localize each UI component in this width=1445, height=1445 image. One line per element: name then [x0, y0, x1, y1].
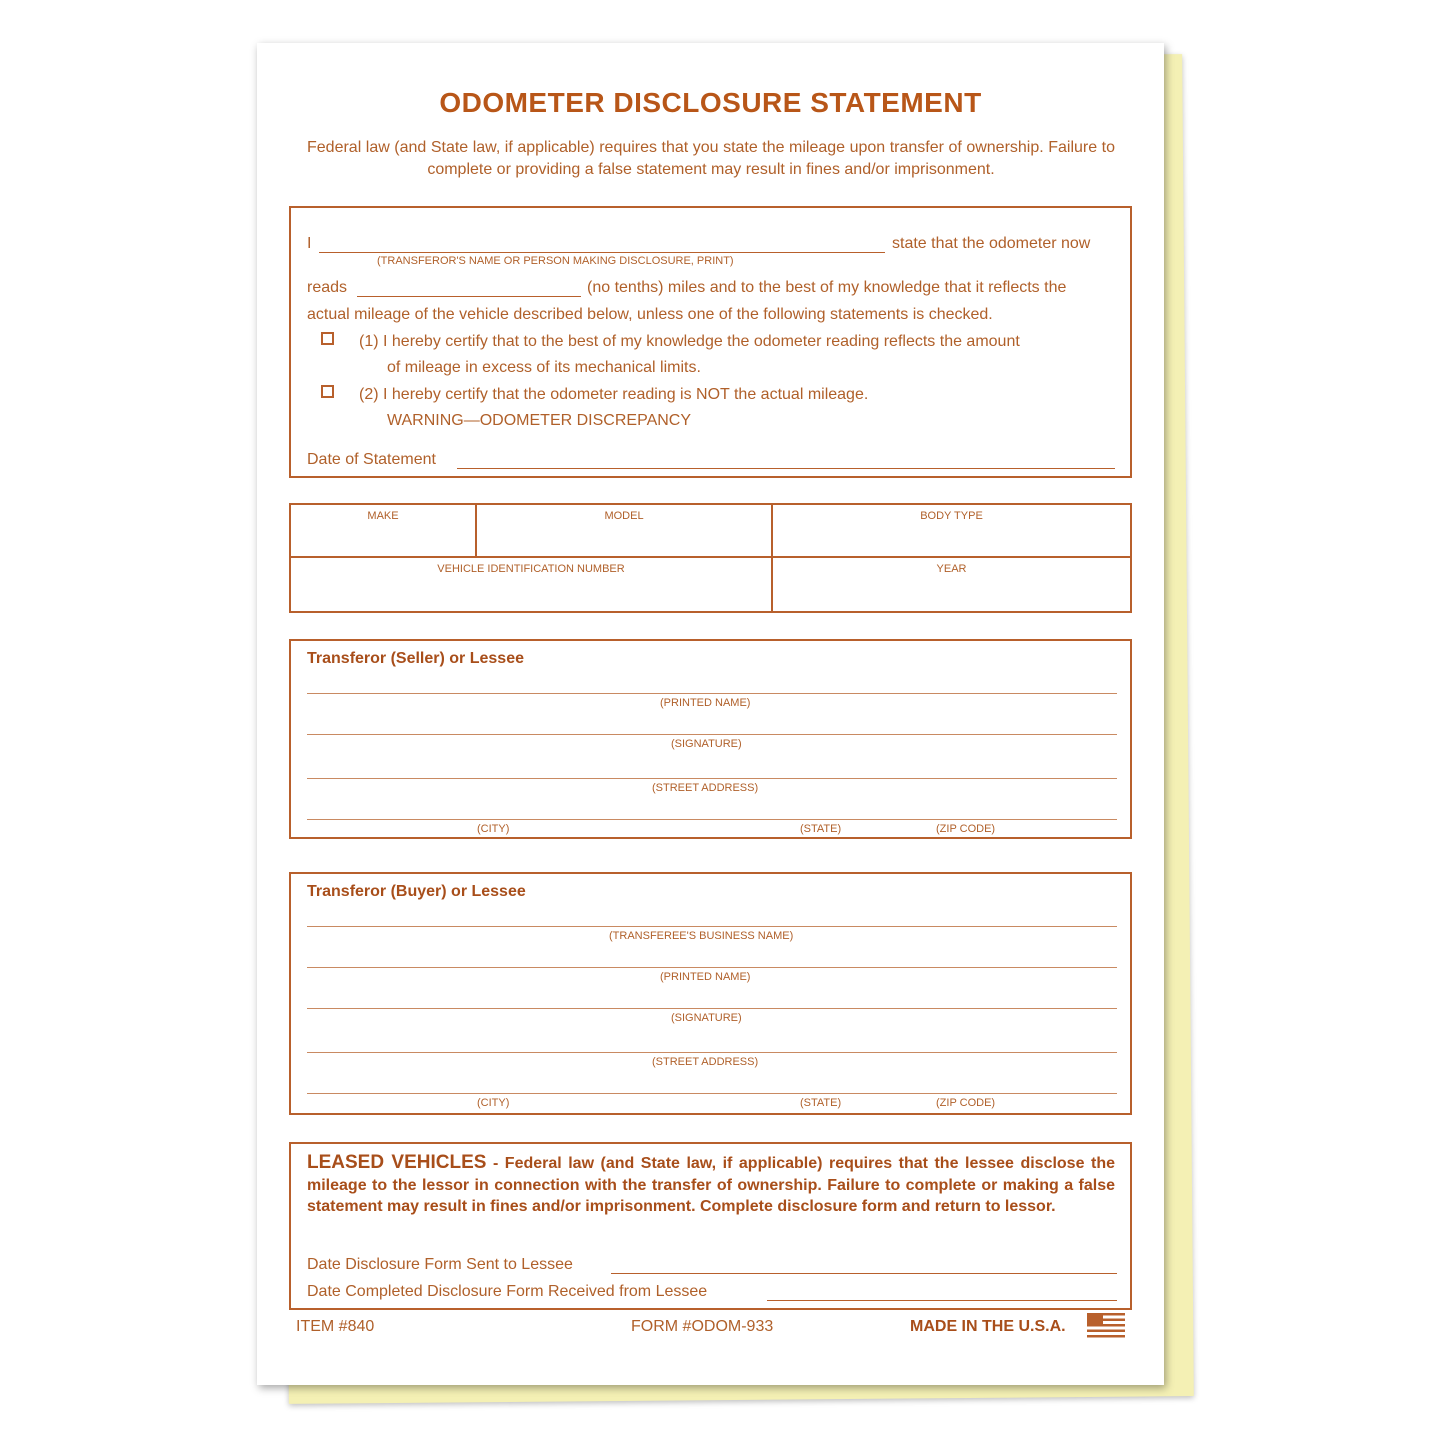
year-cell[interactable] [773, 558, 1130, 611]
date-sent-label: Date Disclosure Form Sent to Lessee [307, 1256, 573, 1273]
leased-vehicles-text [307, 1152, 1115, 1218]
checkbox-mechanical-limits[interactable] [321, 332, 334, 345]
buyer-zip-caption: (ZIP CODE) [936, 1097, 996, 1109]
leased-vehicles-box [289, 1142, 1132, 1310]
date-of-statement-label: Date of Statement [307, 451, 436, 468]
form-sheet [257, 43, 1164, 1385]
body-type-cell[interactable] [773, 505, 1130, 558]
seller-street-field[interactable] [307, 778, 1117, 779]
form-title: ODOMETER DISCLOSURE STATEMENT [439, 87, 982, 118]
seller-printed-name-field[interactable] [307, 693, 1117, 694]
model-cell[interactable] [477, 505, 773, 558]
make-caption: MAKE [367, 510, 399, 522]
state-odometer-text: state that the odometer now [892, 235, 1091, 252]
seller-heading: Transferor (Seller) or Lessee [307, 650, 524, 667]
date-received-field[interactable] [767, 1300, 1117, 1301]
buyer-signature-field[interactable] [307, 1008, 1117, 1009]
buyer-printed-name-caption: (PRINTED NAME) [660, 971, 751, 983]
buyer-state-caption: (STATE) [800, 1097, 842, 1109]
checkbox-not-actual-mileage[interactable] [321, 385, 334, 398]
buyer-business-name-field[interactable] [307, 926, 1117, 927]
buyer-printed-name-field[interactable] [307, 967, 1117, 968]
buyer-heading: Transferor (Buyer) or Lessee [307, 883, 526, 900]
option1-continued: of mileage in excess of its mechanical limits. [387, 359, 701, 376]
date-of-statement-field[interactable] [457, 468, 1115, 469]
seller-state-caption: (STATE) [800, 823, 842, 835]
option2-text: (2) I hereby certify that the odometer reading is NOT the actual mileage. [359, 386, 869, 403]
buyer-street-field[interactable] [307, 1052, 1117, 1053]
seller-zip-caption: (ZIP CODE) [936, 823, 996, 835]
option1-text: (1) I hereby certify that to the best of my knowledge the odometer reading reflects the amount [359, 333, 1020, 350]
vehicle-table [289, 503, 1132, 613]
made-in-usa: MADE IN THE U.S.A. [910, 1318, 1066, 1335]
buyer-box [289, 872, 1132, 1115]
year-caption: YEAR [936, 563, 967, 575]
leased-vehicles-heading: LEASED VEHICLES [307, 1152, 487, 1173]
us-flag-icon [1087, 1313, 1125, 1338]
form-number: FORM #ODOM-933 [631, 1318, 774, 1335]
seller-city-caption: (CITY) [477, 823, 510, 835]
buyer-street-caption: (STREET ADDRESS) [652, 1056, 759, 1068]
seller-street-caption: (STREET ADDRESS) [652, 782, 759, 794]
seller-signature-field[interactable] [307, 734, 1117, 735]
odometer-reading-field[interactable] [357, 296, 581, 297]
buyer-business-name-caption: (TRANSFEREE'S BUSINESS NAME) [609, 930, 794, 942]
buyer-city-state-zip-field[interactable] [307, 1093, 1117, 1094]
date-sent-field[interactable] [611, 1273, 1117, 1274]
buyer-signature-caption: (SIGNATURE) [671, 1012, 742, 1024]
item-number: ITEM #840 [296, 1318, 375, 1335]
transferor-name-field[interactable] [319, 252, 885, 253]
leased-vehicles-body: - Federal law (and State law, if applicable) requires that the lessee disclose the mileage to the lessor in connection with the transfer of ownership. Failure to complete or making a false statement may result in fines and/or imprisonment. Complete disclosure form and return to lessor. [307, 1155, 1115, 1215]
seller-printed-name-caption: (PRINTED NAME) [660, 697, 751, 709]
statement-box [289, 206, 1132, 478]
vin-cell[interactable] [291, 558, 773, 611]
actual-mileage-text: actual mileage of the vehicle described below, unless one of the following statements is checked. [307, 306, 993, 323]
seller-city-state-zip-field[interactable] [307, 819, 1117, 820]
warning-text: WARNING—ODOMETER DISCREPANCY [387, 412, 692, 429]
buyer-city-caption: (CITY) [477, 1097, 510, 1109]
make-cell[interactable] [291, 505, 477, 558]
date-received-label: Date Completed Disclosure Form Received from Lessee [307, 1283, 708, 1300]
body-type-caption: BODY TYPE [920, 510, 983, 522]
reads-label: reads [307, 279, 348, 296]
model-caption: MODEL [604, 510, 644, 522]
transferor-name-caption: (TRANSFEROR'S NAME OR PERSON MAKING DISCLOSURE, PRINT) [377, 255, 734, 267]
vin-caption: VEHICLE IDENTIFICATION NUMBER [437, 563, 625, 575]
seller-box [289, 639, 1132, 839]
miles-text: (no tenths) miles and to the best of my knowledge that it reflects the [587, 279, 1067, 296]
i-label: I [307, 235, 312, 252]
seller-signature-caption: (SIGNATURE) [671, 738, 742, 750]
intro-text: Federal law (and State law, if applicable) requires that you state the mileage upon transfer of ownership. Failure to complete or providing a false statement may result in fines and/or imprisonment. [307, 139, 1115, 178]
